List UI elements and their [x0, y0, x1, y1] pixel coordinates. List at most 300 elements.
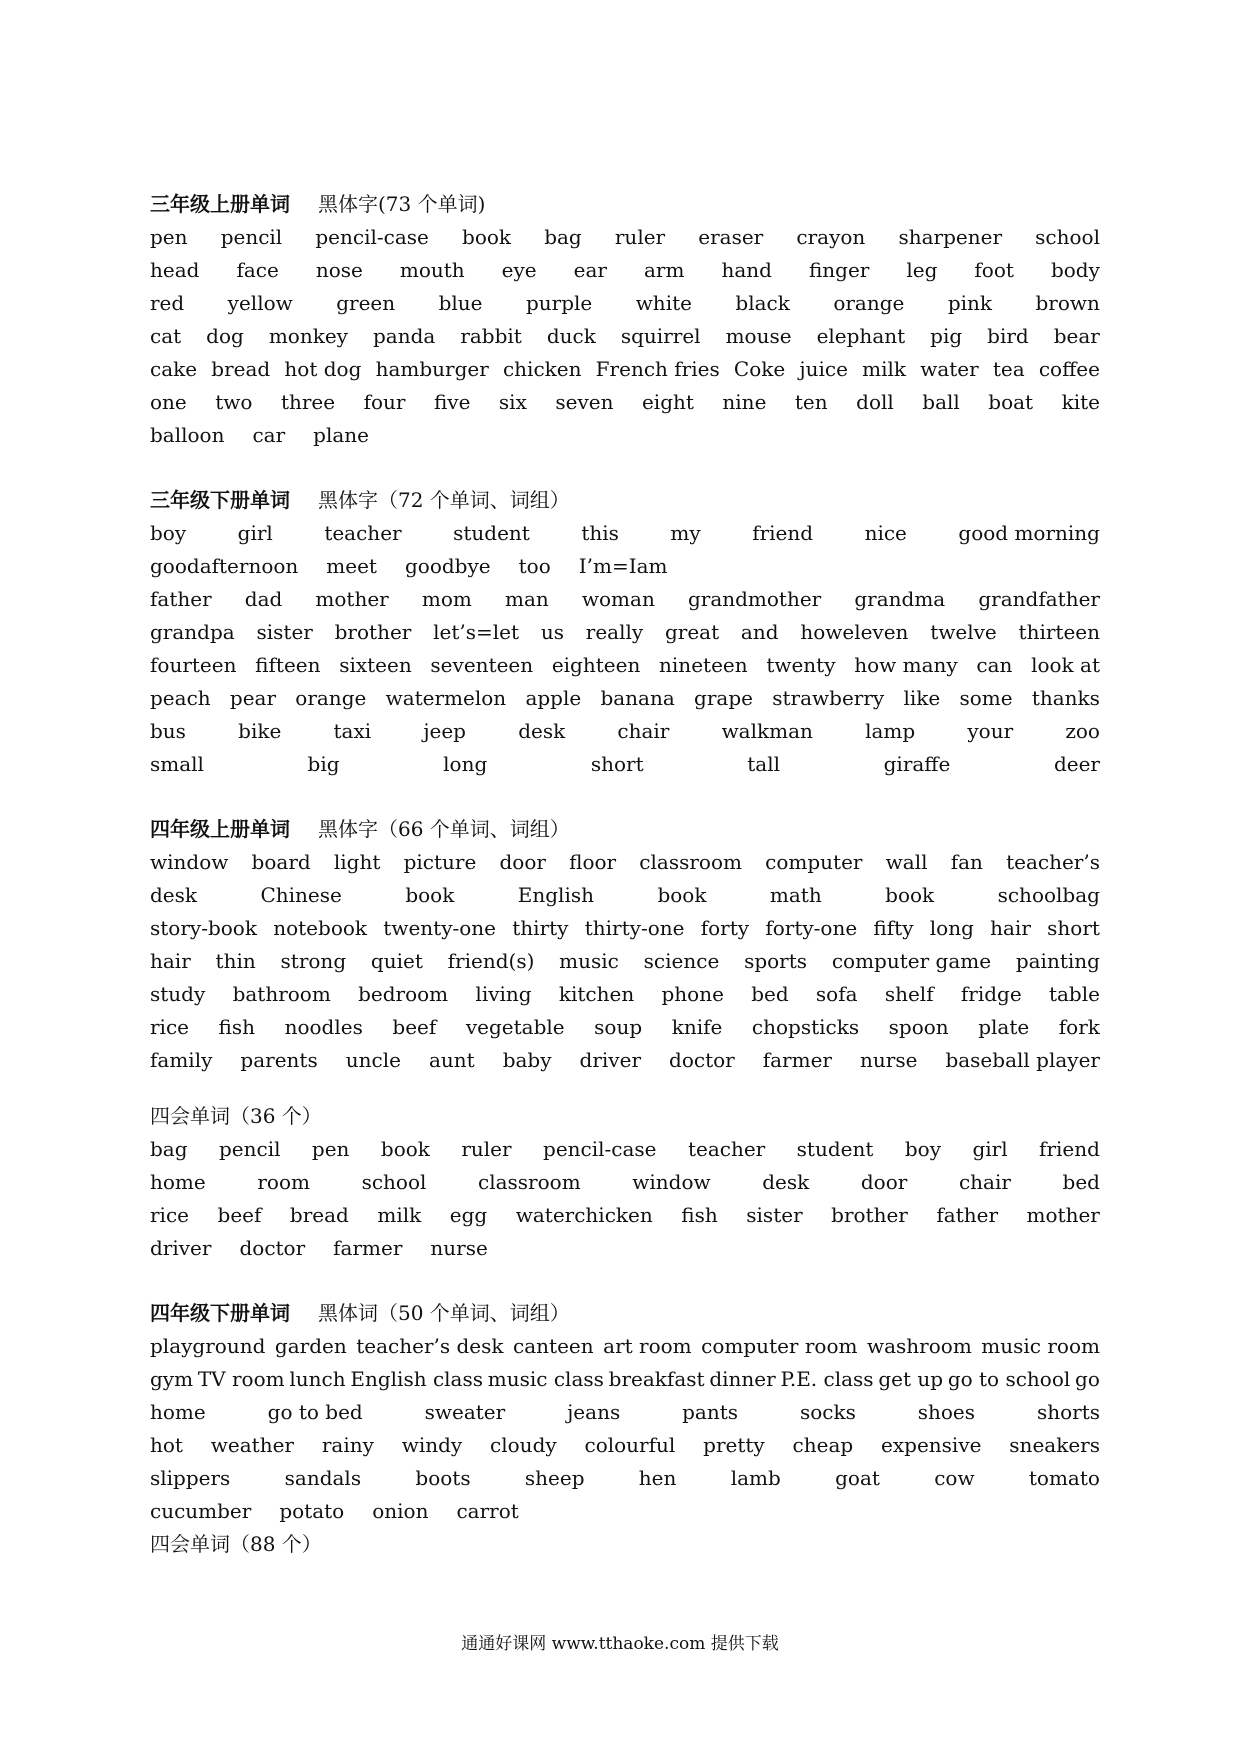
vocab-word: egg — [449, 1203, 488, 1227]
vocab-word: foot — [974, 258, 1014, 282]
vocab-word: playground — [150, 1334, 266, 1358]
vocab-word: banana — [600, 686, 675, 710]
vocab-word: windy — [401, 1433, 463, 1457]
vocab-word: farmer — [333, 1236, 403, 1260]
vocab-word: monkey — [268, 324, 348, 348]
vocab-word: black — [735, 291, 790, 315]
vocab-word: apple — [525, 686, 582, 710]
vocab-word: lamb — [730, 1466, 781, 1490]
vocab-word: soup — [594, 1015, 643, 1039]
vocab-word: zoo — [1065, 719, 1100, 743]
vocab-word: your — [967, 719, 1014, 743]
vocab-word: twenty-one — [383, 916, 497, 940]
vocab-word: P.E. class — [780, 1367, 874, 1391]
vocab-word: music class — [487, 1367, 604, 1391]
vocab-word: thanks — [1031, 686, 1100, 710]
vocab-word: crayon — [796, 225, 866, 249]
vocab-word: family — [150, 1048, 213, 1072]
vocab-word: long — [443, 752, 488, 776]
vocab-word: nine — [722, 390, 767, 414]
vocab-word: schoolbag — [997, 883, 1100, 907]
vocab-word: noodles — [284, 1015, 363, 1039]
vocab-word: get up — [878, 1367, 944, 1391]
vocab-word: driver — [150, 1236, 212, 1260]
vocab-word: doctor — [669, 1048, 735, 1072]
vocab-word: baby — [502, 1048, 552, 1072]
vocab-word: yellow — [227, 291, 293, 315]
word-row — [150, 1462, 1100, 1495]
vocab-word: milk — [862, 357, 907, 381]
vocab-word: juice — [799, 357, 848, 381]
vocab-word: desk — [762, 1170, 810, 1194]
vocab-word: great — [664, 620, 720, 644]
vocab-word: doll — [856, 390, 894, 414]
vocab-word: school — [1035, 225, 1100, 249]
word-row — [150, 550, 1100, 583]
vocab-section — [150, 188, 1100, 452]
vocab-word: giraffe — [883, 752, 951, 776]
vocab-word: nose — [315, 258, 363, 282]
vocab-word: waterchicken — [515, 1203, 653, 1227]
section-note: 黑体字(73 个单词) — [318, 192, 486, 216]
vocab-word: and — [740, 620, 779, 644]
vocab-word: bus — [150, 719, 186, 743]
vocab-word: this — [581, 521, 619, 545]
word-row — [150, 386, 1100, 419]
vocab-word: seventeen — [430, 653, 534, 677]
vocab-word: squirrel — [620, 324, 701, 348]
vocab-word: fish — [218, 1015, 256, 1039]
vocab-word: water — [920, 357, 979, 381]
vocab-word: aunt — [428, 1048, 475, 1072]
vocab-word: French fries — [595, 357, 720, 381]
vocab-word: pencil — [218, 1137, 281, 1161]
vocab-word: short — [1047, 916, 1100, 940]
vocab-word: hair — [150, 949, 191, 973]
word-row — [150, 1363, 1100, 1396]
vocab-word: taxi — [333, 719, 372, 743]
vocab-word: howeleven — [800, 620, 909, 644]
vocab-word: home — [150, 1400, 206, 1424]
vocab-word: TV room — [197, 1367, 285, 1391]
section-subtitle: 四会单词（88 个） — [150, 1532, 322, 1556]
vocab-word: some — [959, 686, 1013, 710]
vocab-word: ball — [922, 390, 960, 414]
vocab-word: school — [361, 1170, 427, 1194]
word-row — [150, 254, 1100, 287]
section-title: 三年级下册单词 — [150, 488, 290, 512]
word-row — [150, 945, 1100, 978]
vocab-word: short — [590, 752, 644, 776]
vocab-word: kitchen — [558, 982, 635, 1006]
spacer — [150, 1077, 1100, 1100]
vocab-word: mother — [315, 587, 389, 611]
vocab-word: ear — [573, 258, 607, 282]
vocab-word: eraser — [698, 225, 764, 249]
vocab-word: phone — [661, 982, 724, 1006]
vocab-word: dad — [244, 587, 283, 611]
word-row — [150, 1429, 1100, 1462]
vocab-word: thin — [215, 949, 256, 973]
vocab-word: strawberry — [772, 686, 885, 710]
vocab-word: orange — [833, 291, 905, 315]
vocab-word: knife — [671, 1015, 723, 1039]
vocab-word: desk — [150, 883, 198, 907]
vocab-word: teacher’s desk — [356, 1334, 504, 1358]
vocab-word: friend — [752, 521, 814, 545]
vocab-word: breakfast — [608, 1367, 705, 1391]
vocab-word: sports — [744, 949, 808, 973]
section-note: 黑体字（72 个单词、词组） — [318, 488, 570, 512]
vocab-word: lamp — [865, 719, 916, 743]
word-row — [150, 616, 1100, 649]
vocab-word: cheap — [792, 1433, 854, 1457]
vocab-word: book — [885, 883, 935, 907]
vocab-word: music — [559, 949, 619, 973]
vocab-word: hair — [990, 916, 1031, 940]
section-title: 三年级上册单词 — [150, 192, 290, 216]
vocab-word: book — [462, 225, 512, 249]
vocab-word: home — [150, 1170, 206, 1194]
word-row — [150, 320, 1100, 353]
vocab-word: grandma — [854, 587, 946, 611]
vocab-word: fish — [681, 1203, 718, 1227]
vocab-word: sweater — [424, 1400, 506, 1424]
vocab-word: table — [1048, 982, 1100, 1006]
vocab-word: light — [333, 850, 381, 874]
vocab-word: doctor — [239, 1236, 306, 1260]
vocab-word: three — [280, 390, 336, 414]
vocab-word: nineteen — [659, 653, 748, 677]
vocab-word: book — [405, 883, 455, 907]
word-row — [150, 846, 1100, 879]
vocab-word: long — [929, 916, 974, 940]
word-row — [150, 1330, 1100, 1363]
vocab-word: pear — [229, 686, 277, 710]
word-row — [150, 583, 1100, 616]
vocab-word: teacher — [687, 1137, 766, 1161]
vocab-word: red — [150, 291, 185, 315]
vocab-word: boy — [904, 1137, 942, 1161]
vocab-word: chicken — [502, 357, 582, 381]
vocab-word: pig — [930, 324, 963, 348]
vocab-word: cake — [150, 357, 198, 381]
vocab-word: boat — [988, 390, 1034, 414]
section-note: 黑体词（50 个单词、词组） — [318, 1301, 570, 1325]
vocab-word: boy — [150, 521, 187, 545]
vocab-word: sheep — [524, 1466, 585, 1490]
vocab-word: expensive — [881, 1433, 982, 1457]
vocab-word: study — [150, 982, 206, 1006]
vocab-word: classroom — [639, 850, 742, 874]
vocab-word: white — [635, 291, 692, 315]
vocab-word: nurse — [430, 1236, 488, 1260]
vocab-word: mouth — [399, 258, 465, 282]
vocab-word: thirty-one — [584, 916, 685, 940]
vocab-word: rice — [150, 1015, 189, 1039]
vocab-word: sofa — [815, 982, 858, 1006]
vocab-word: beef — [217, 1203, 262, 1227]
vocab-word: tomato — [1028, 1466, 1100, 1490]
vocab-word: pants — [682, 1400, 739, 1424]
vocab-word: eye — [501, 258, 537, 282]
vocab-word: can — [976, 653, 1013, 677]
vocab-word: story-book — [150, 916, 257, 940]
vocab-word: sister — [256, 620, 313, 644]
section-heading — [150, 484, 1100, 517]
vocab-word: pen — [150, 225, 188, 249]
vocab-word: forty — [700, 916, 750, 940]
vocab-word: book — [657, 883, 707, 907]
vocab-word: fifty — [873, 916, 914, 940]
vocab-word: garden — [274, 1334, 347, 1358]
vocab-word: pencil-case — [543, 1137, 657, 1161]
vocab-word: ruler — [461, 1137, 512, 1161]
vocab-word: pretty — [703, 1433, 765, 1457]
vocab-word: picture — [403, 850, 477, 874]
vocab-word: music room — [981, 1334, 1100, 1358]
vocab-word: arm — [643, 258, 685, 282]
word-row — [150, 715, 1100, 748]
vocab-word: grandpa — [150, 620, 235, 644]
vocab-word: vegetable — [465, 1015, 565, 1039]
vocab-word: seven — [555, 390, 614, 414]
vocab-word: bag — [544, 225, 582, 249]
vocab-word: door — [499, 850, 546, 874]
word-row — [150, 748, 1100, 781]
vocab-word: pencil — [220, 225, 283, 249]
vocab-word: shorts — [1036, 1400, 1100, 1424]
vocab-word: bread — [211, 357, 271, 381]
vocab-word: bread — [289, 1203, 349, 1227]
vocab-word: goodafternoon — [150, 554, 299, 578]
vocab-word: bedroom — [358, 982, 449, 1006]
vocab-word: big — [307, 752, 340, 776]
vocab-word: girl — [972, 1137, 1008, 1161]
vocab-word: fridge — [960, 982, 1022, 1006]
vocab-word: car — [252, 423, 286, 447]
vocab-word: boots — [415, 1466, 471, 1490]
vocab-word: bike — [238, 719, 282, 743]
vocab-word: good morning — [958, 521, 1100, 545]
vocab-word: math — [769, 883, 822, 907]
vocab-word: onion — [372, 1499, 429, 1523]
vocab-word: notebook — [273, 916, 368, 940]
vocab-word: window — [632, 1170, 711, 1194]
vocab-word: forty-one — [765, 916, 858, 940]
vocab-word: grandmother — [687, 587, 822, 611]
vocab-word: plane — [313, 423, 370, 447]
section-title: 四年级下册单词 — [150, 1301, 290, 1325]
section-heading — [150, 188, 1100, 221]
vocab-word: milk — [377, 1203, 422, 1227]
vocab-word: classroom — [478, 1170, 581, 1194]
vocab-word: blue — [438, 291, 483, 315]
vocab-word: sandals — [284, 1466, 362, 1490]
vocab-word: English class — [350, 1367, 484, 1391]
vocab-word: jeep — [423, 719, 466, 743]
vocab-word: chair — [617, 719, 670, 743]
vocab-word: fifteen — [255, 653, 321, 677]
vocab-word: nurse — [860, 1048, 918, 1072]
vocab-word: hand — [721, 258, 772, 282]
vocab-word: sixteen — [339, 653, 412, 677]
vocab-word: hot — [150, 1433, 183, 1457]
vocab-word: parents — [240, 1048, 318, 1072]
vocab-word: slippers — [150, 1466, 231, 1490]
vocab-word: spoon — [888, 1015, 949, 1039]
vocab-word: chair — [958, 1170, 1011, 1194]
vocab-word: student — [453, 521, 530, 545]
vocab-word: teacher’s — [1006, 850, 1100, 874]
vocab-word: hot dog — [284, 357, 362, 381]
vocab-word: mother — [1026, 1203, 1100, 1227]
vocab-word: computer room — [701, 1334, 858, 1358]
vocab-word: bed — [751, 982, 789, 1006]
vocab-word: weather — [210, 1433, 294, 1457]
vocab-word: go to bed — [267, 1400, 363, 1424]
vocab-word: pen — [311, 1137, 350, 1161]
vocab-word: leg — [906, 258, 938, 282]
vocab-word: washroom — [866, 1334, 972, 1358]
core-word-row — [150, 1232, 1100, 1265]
section-heading — [150, 813, 1100, 846]
vocab-word: thirteen — [1018, 620, 1100, 644]
vocab-word: really — [585, 620, 644, 644]
vocab-word: small — [150, 752, 204, 776]
vocab-section — [150, 484, 1100, 781]
section-note: 黑体字（66 个单词、词组） — [318, 817, 570, 841]
vocab-word: sneakers — [1009, 1433, 1100, 1457]
word-row — [150, 879, 1100, 912]
word-row — [150, 649, 1100, 682]
vocab-word: wall — [885, 850, 928, 874]
vocab-word: cat — [150, 324, 182, 348]
word-row — [150, 1495, 1100, 1528]
vocab-word: ruler — [614, 225, 666, 249]
vocab-word: brother — [831, 1203, 908, 1227]
vocab-word: socks — [799, 1400, 856, 1424]
vocab-word: look at — [1031, 653, 1100, 677]
vocab-word: teacher — [324, 521, 402, 545]
vocab-word: thirty — [512, 916, 569, 940]
vocab-word: door — [860, 1170, 908, 1194]
vocab-word: pink — [947, 291, 993, 315]
vocab-section — [150, 813, 1100, 1265]
vocab-word: brother — [334, 620, 412, 644]
document-body — [150, 188, 1100, 1593]
vocab-word: cloudy — [490, 1433, 557, 1457]
vocab-word: mom — [421, 587, 472, 611]
word-row — [150, 1396, 1100, 1429]
vocab-word: body — [1050, 258, 1100, 282]
word-row — [150, 978, 1100, 1011]
vocab-word: uncle — [345, 1048, 401, 1072]
vocab-word: walkman — [721, 719, 813, 743]
vocab-word: grape — [694, 686, 753, 710]
section-subtitle: 四会单词（36 个） — [150, 1104, 322, 1128]
vocab-word: father — [150, 587, 212, 611]
vocab-word: balloon — [150, 423, 225, 447]
vocab-word: mouse — [725, 324, 792, 348]
vocab-word: dog — [206, 324, 244, 348]
vocab-word: go — [1075, 1367, 1100, 1391]
vocab-word: deer — [1053, 752, 1100, 776]
vocab-word: woman — [581, 587, 655, 611]
vocab-word: canteen — [513, 1334, 594, 1358]
vocab-word: meet — [326, 554, 377, 578]
vocab-word: five — [433, 390, 471, 414]
vocab-word: hamburger — [375, 357, 489, 381]
vocab-word: room — [257, 1170, 310, 1194]
vocab-word: face — [236, 258, 279, 282]
vocab-word: Chinese — [260, 883, 342, 907]
vocab-word: ten — [794, 390, 828, 414]
vocab-word: panda — [372, 324, 436, 348]
vocab-word: English — [517, 883, 594, 907]
vocab-word: elephant — [816, 324, 906, 348]
vocab-word: living — [475, 982, 532, 1006]
core-word-row — [150, 1133, 1100, 1166]
section-title: 四年级上册单词 — [150, 817, 290, 841]
vocab-word: computer game — [831, 949, 992, 973]
vocab-word: chopsticks — [751, 1015, 860, 1039]
word-row — [150, 682, 1100, 715]
core-word-row — [150, 1166, 1100, 1199]
vocab-word: one — [150, 390, 187, 414]
vocab-word: twelve — [930, 620, 997, 644]
vocab-word: tall — [747, 752, 781, 776]
word-row — [150, 353, 1100, 386]
vocab-word: friend — [1039, 1137, 1100, 1161]
vocab-word: go to school — [947, 1367, 1071, 1391]
vocab-word: goat — [835, 1466, 880, 1490]
vocab-word: tea — [992, 357, 1025, 381]
vocab-word: jeans — [567, 1400, 621, 1424]
vocab-word: cucumber — [150, 1499, 252, 1523]
vocab-word: bear — [1053, 324, 1100, 348]
vocab-word: carrot — [456, 1499, 519, 1523]
vocab-word: farmer — [762, 1048, 832, 1072]
vocab-word: duck — [546, 324, 596, 348]
vocab-word: student — [796, 1137, 874, 1161]
vocab-word: six — [498, 390, 527, 414]
vocab-word: eight — [641, 390, 694, 414]
vocab-word: plate — [978, 1015, 1030, 1039]
vocab-word: Coke — [733, 357, 786, 381]
vocab-word: nice — [864, 521, 907, 545]
vocab-word: eighteen — [551, 653, 641, 677]
vocab-word: shelf — [884, 982, 934, 1006]
vocab-word: purple — [525, 291, 593, 315]
vocab-word: green — [336, 291, 396, 315]
vocab-word: cow — [934, 1466, 975, 1490]
vocab-word: us — [540, 620, 564, 644]
vocab-word: floor — [569, 850, 617, 874]
vocab-word: like — [903, 686, 941, 710]
vocab-word: finger — [808, 258, 870, 282]
vocab-word: dinner — [709, 1367, 776, 1391]
vocab-word: head — [150, 258, 200, 282]
vocab-word: pencil-case — [315, 225, 429, 249]
vocab-word: my — [670, 521, 701, 545]
vocab-word: beef — [392, 1015, 437, 1039]
vocab-word: fork — [1058, 1015, 1100, 1039]
vocab-word: computer — [765, 850, 863, 874]
vocab-word: grandfather — [978, 587, 1100, 611]
vocab-word: kite — [1061, 390, 1100, 414]
word-row — [150, 287, 1100, 320]
